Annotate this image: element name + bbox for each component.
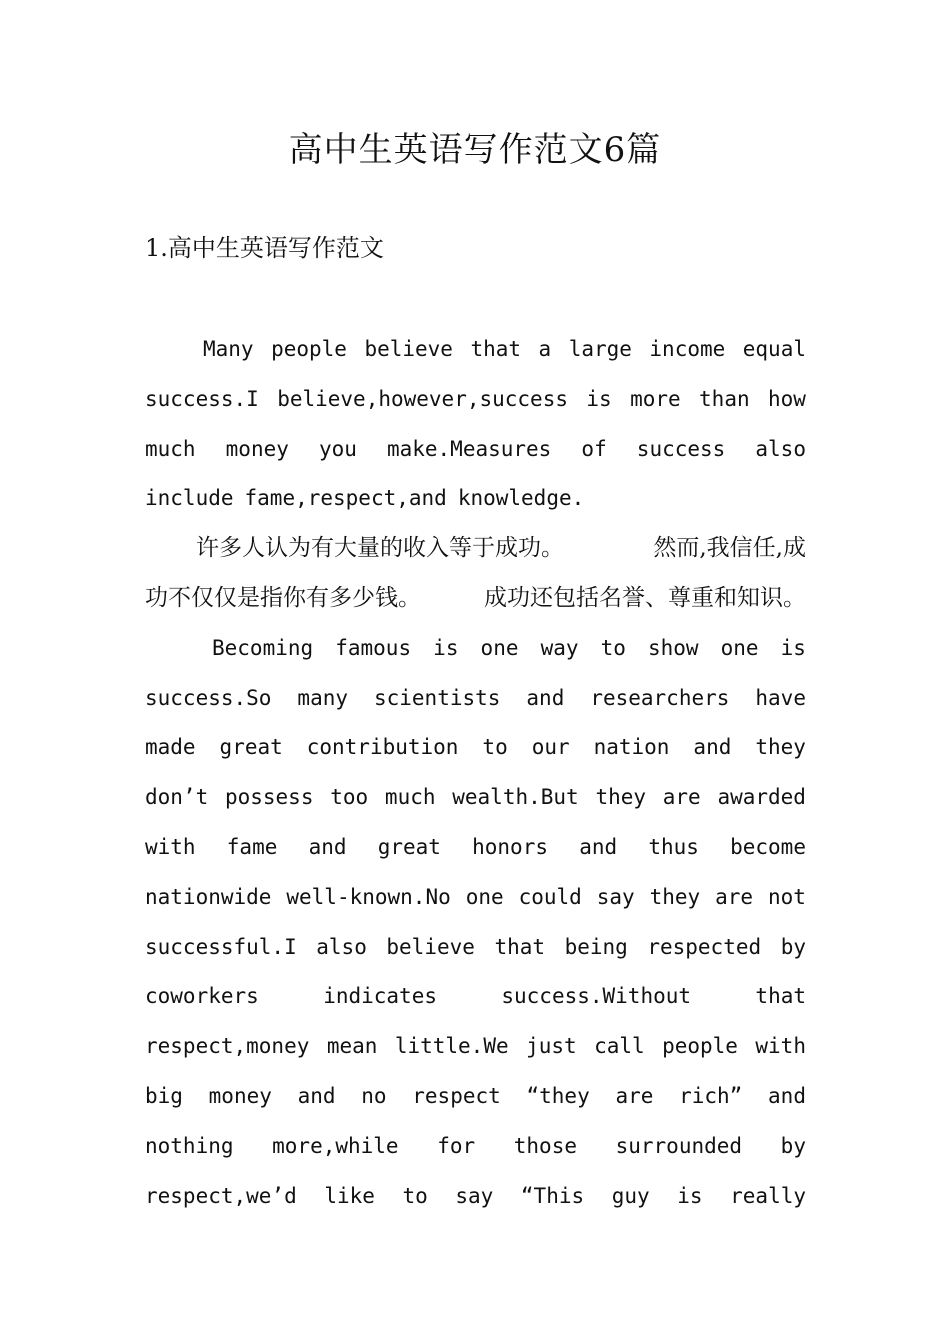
word: large (568, 337, 632, 361)
word: and (297, 1084, 336, 1108)
section-heading: 1.高中生英语写作范文 (145, 234, 384, 262)
word: for (437, 1133, 476, 1158)
word: nationwide (145, 884, 272, 909)
word: successful.I (145, 934, 297, 959)
word: and (579, 835, 618, 859)
word: become (730, 835, 806, 859)
word: fame,respect,and (244, 486, 447, 511)
text-line (145, 729, 806, 765)
word: have (755, 685, 806, 710)
word: “This (520, 1183, 585, 1208)
word: 然而,我信任,成 (653, 535, 806, 562)
word: call (594, 1034, 645, 1059)
word: great (377, 835, 441, 859)
word: believe (364, 337, 453, 361)
word: indicates (323, 984, 437, 1009)
word: scientists (373, 685, 501, 710)
word: researchers (590, 685, 730, 710)
word: respected (647, 934, 762, 959)
word: and (768, 1084, 806, 1108)
document-title: 高中生英语写作范文6篇 (288, 130, 662, 170)
text-line (145, 879, 806, 915)
word: believe,however,success (277, 386, 568, 411)
word: with (145, 835, 196, 859)
word: more (630, 386, 681, 411)
word: really (730, 1183, 806, 1208)
word: success (636, 436, 726, 461)
word: 许多人认为有大量的收入等于成功。 (196, 535, 564, 562)
word: mean (326, 1034, 378, 1059)
word: are (615, 1084, 654, 1108)
word: you (318, 436, 357, 461)
word: great (219, 735, 283, 760)
word: wealth.But (452, 785, 579, 810)
word: just (526, 1034, 577, 1059)
word: more,while (272, 1133, 399, 1158)
word: income (649, 337, 726, 361)
word: not (767, 884, 806, 909)
word: respect,money (145, 1034, 310, 1059)
text-line (212, 630, 806, 666)
word: that (494, 934, 546, 959)
text-line (145, 381, 806, 417)
word: and (693, 735, 732, 760)
word: one (480, 635, 519, 660)
word: a (538, 337, 552, 361)
word: they (649, 884, 701, 909)
word: well-known.No (286, 884, 451, 909)
word: 成功还包括名誉、尊重和知识。 (484, 585, 806, 611)
word: to (482, 735, 508, 760)
word: success.So (145, 685, 272, 710)
word: don’t (145, 785, 209, 810)
word: much (384, 785, 436, 810)
text-line (145, 1028, 806, 1064)
word: thus (648, 835, 699, 859)
text-line (145, 680, 806, 716)
word: respect,we’d (145, 1183, 297, 1208)
word: much (145, 436, 196, 461)
text-line (145, 1078, 806, 1114)
word: rich” (679, 1084, 743, 1108)
word: fame (226, 835, 278, 859)
word: big (145, 1084, 183, 1108)
word: little.We (394, 1034, 509, 1059)
word: that (755, 984, 806, 1009)
text-line (145, 779, 806, 815)
text-line (145, 480, 806, 516)
word: guy (611, 1183, 650, 1208)
text-line (145, 929, 806, 965)
word: our (531, 735, 570, 760)
word: is (677, 1183, 703, 1208)
word: of (581, 436, 607, 461)
word: success.Without (501, 984, 692, 1009)
word: people (662, 1034, 738, 1059)
word: way (540, 635, 579, 660)
word: money (208, 1084, 272, 1108)
word: show (647, 635, 699, 660)
word: one (720, 635, 759, 660)
word: by (780, 1133, 806, 1158)
word: people (271, 337, 347, 361)
word: is (780, 635, 806, 660)
word: how (768, 386, 806, 411)
word: include (145, 486, 234, 511)
text-line (145, 978, 806, 1014)
word: being (564, 934, 628, 959)
word: say (596, 884, 635, 909)
word: to (600, 635, 626, 660)
text-line (145, 431, 806, 467)
word: Becoming (212, 635, 314, 660)
word: say (455, 1183, 494, 1208)
word: are (715, 884, 754, 909)
word: honors (472, 835, 548, 859)
word: are (662, 785, 701, 810)
word: that (470, 337, 522, 361)
word: also (755, 436, 806, 461)
text-line (145, 580, 806, 616)
word: knowledge. (457, 486, 585, 511)
word: nothing (145, 1133, 234, 1158)
word: with (755, 1034, 806, 1059)
word: is (433, 635, 459, 660)
word: contribution (306, 735, 459, 760)
word: too (330, 785, 369, 810)
word: than (699, 386, 750, 411)
text-line (196, 530, 806, 566)
word: could (518, 884, 582, 909)
word: one (465, 884, 504, 909)
word: many (297, 685, 348, 710)
word: equal (742, 337, 806, 361)
text-line (145, 1128, 806, 1164)
word: they (755, 735, 806, 760)
word: and (308, 835, 347, 859)
word: awarded (717, 785, 806, 810)
word: to (402, 1183, 428, 1208)
word: make.Measures (386, 436, 552, 461)
word: believe (386, 934, 475, 959)
text-line (203, 331, 806, 367)
word: they (595, 785, 647, 810)
word: 功不仅仅是指你有多少钱。 (145, 585, 421, 611)
word: Many (203, 337, 254, 361)
word: those (513, 1133, 577, 1158)
word: made (145, 735, 196, 760)
text-line (145, 1178, 806, 1214)
word: respect (412, 1084, 501, 1108)
word: coworkers (145, 984, 259, 1009)
word: possess (224, 785, 314, 810)
word: money (225, 436, 289, 461)
word: success.I (145, 386, 259, 411)
text-line (145, 829, 806, 865)
word: surrounded (615, 1133, 743, 1158)
word: is (586, 386, 612, 411)
word: “they (526, 1084, 590, 1108)
word: by (780, 934, 806, 959)
word: like (324, 1183, 375, 1208)
word: nation (593, 735, 670, 760)
word: also (316, 934, 367, 959)
word: famous (335, 635, 412, 660)
word: no (361, 1084, 387, 1108)
word: and (526, 685, 565, 710)
